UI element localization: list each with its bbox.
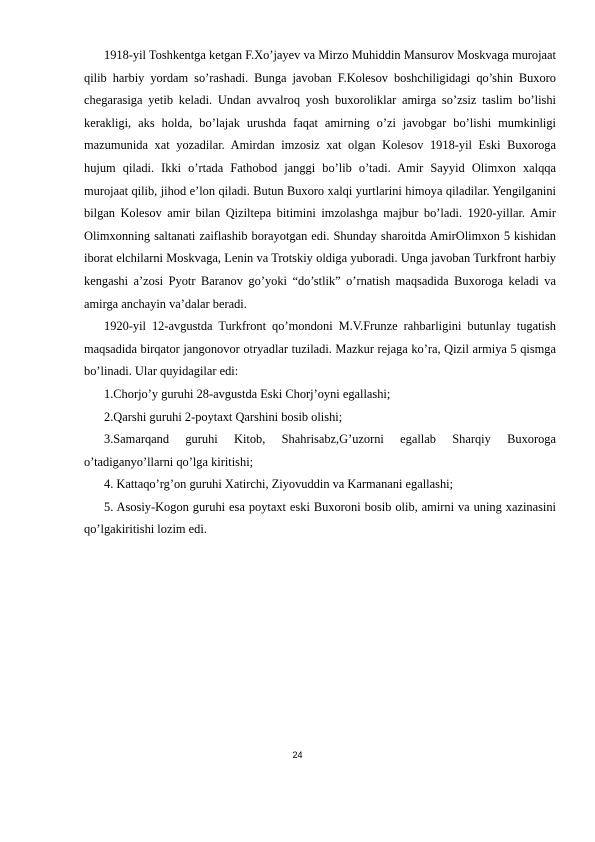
list-item-kattaqorgon: 4. Kattaqo’rg’on guruhi Xatirchi, Ziyovuddin va Karmanani egallashi; [104, 477, 454, 492]
list-item-samarqand: 3.Samarqand guruhi Kitob, Shahrisabz,G’uzorni egallab Sharqiy Buxoroga o’tadiganyo’llarni qo’lga kiritishi; [84, 432, 556, 469]
document-body [84, 44, 556, 541]
page-number: 24 [292, 750, 303, 760]
paragraph-fathobod: 1918-yil Toshkentga ketgan F.Xo’jayev va Mirzo Muhiddin Mansurov Moskvaga murojaat qilib harbiy yordam so’rashadi. Bunga javoban F.Kolesov boshchiligidagi qo’shin Buxoro chegarasiga yetib keladi. Undan avvalroq yosh buxoroliklar amirga so’zsiz taslim bo’lishi kerakligi, aks holda, bo’lajak urushda faqat amirning o’zi javobgar bo’lishi mumkinligi mazumunida xat yozadilar. Amirdan imzosiz xat olgan Kolesov 1918-yil Eski Buxoroga hujum qiladi. Ikki o’rtada Fathobod janggi bo’lib o’tadi. Amir Sayyid Olimxon xalqqa murojaat qilib, jihod e’lon qiladi. Butun Buxoro xalqi yurtlarini himoya qiladilar. Yengilganini bilgan Kolesov amir bilan Qiziltepa bitimini imzolashga majbur bo’ladi. 1920-yillar. Amir Olimxonning saltanati zaiflashib borayotgan edi. Shunday sharoitda AmirOlimxon 5 kishidan iborat elchilarni Moskvaga, Lenin va Trotskiy oldiga yuboradi. Unga javoban Turkfront harbiy kengashi a’zosi Pyotr Baranov go’yoki “do’stlik” o’rnatish maqsadida Buxoroga keladi va amirga anchayin va’dalar beradi. [84, 48, 556, 311]
list-item-qarshi: 2.Qarshi guruhi 2-poytaxt Qarshini bosib olishi; [104, 409, 343, 424]
paragraph-turkfront-plan: 1920-yil 12-avgustda Turkfront qo’mondoni M.V.Frunze rahbarligini butunlay tugatish maqsadida birqator jangonovor otryadlar tuziladi. Mazkur rejaga ko’ra, Qizil armiya 5 qismga bo’linadi. Ular quyidagilar edi: [84, 319, 556, 379]
list-item-chorjoy: 1.Chorjo’y guruhi 28-avgustda Eski Chorj’oyni egallashi; [104, 386, 391, 401]
list-item-kogon: 5. Asosiy-Kogon guruhi esa poytaxt eski Buxoroni bosib olib, amirni va uning xazinasini qo’lgakiritishi lozim edi. [84, 499, 556, 537]
